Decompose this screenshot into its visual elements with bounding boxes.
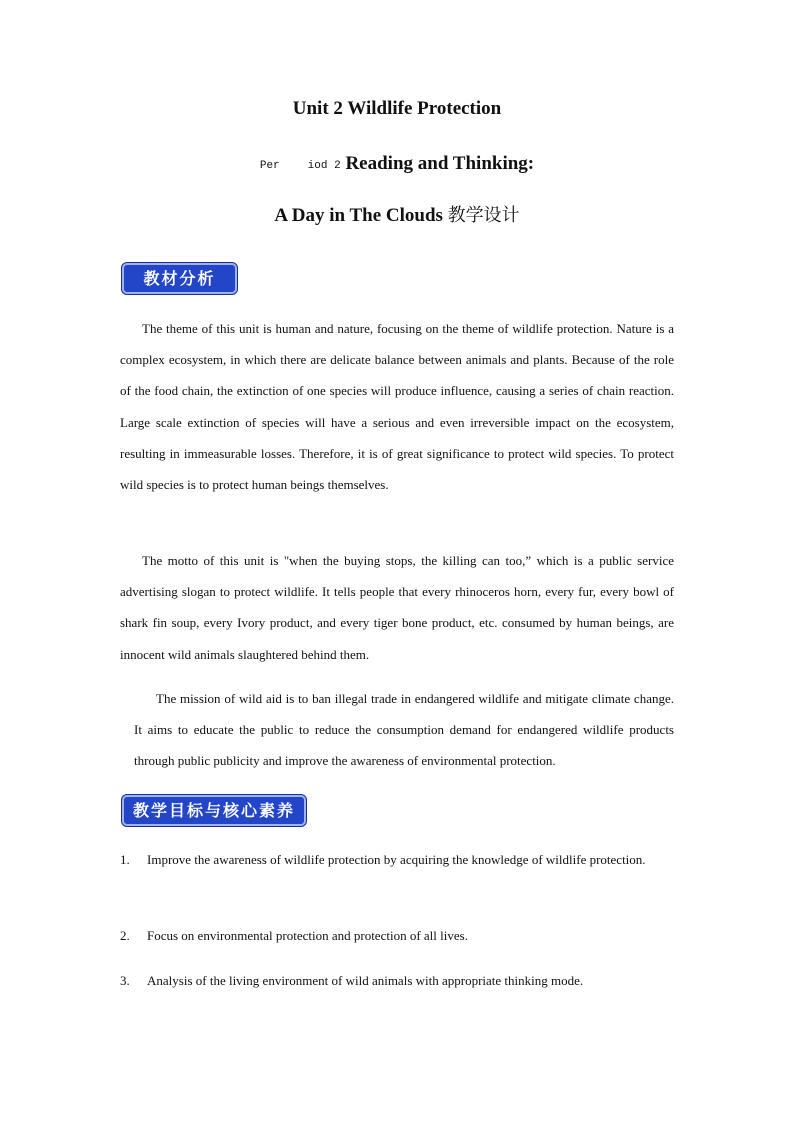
objective-item-2 [120,920,674,951]
period-prefix-b: iod 2 [307,160,341,172]
document-title: Unit 2 Wildlife Protection [292,98,502,119]
lesson-title [0,204,794,228]
analysis-paragraph-2: The motto of this unit is "when the buying stops, the killing can too,” which is a public service advertising slogan to protect wildlife. It tells people that every rhinoceros horn, every fur, every bowl of shark fin soup, every Ivory product, and every tiger bone product, etc. consumed by human beings, are innocent wild animals slaughtered behind them. [120,553,674,662]
objective-text: Improve the awareness of wildlife protection by acquiring the knowledge of wildlife protection. [147,852,646,867]
objective-number: 1. [120,852,130,867]
objective-item-1 [120,844,674,875]
lesson-title-en: A Day in The Clouds [274,205,443,226]
section-heading-objectives: 教学目标与核心素养 [122,795,306,826]
analysis-paragraph-1: The theme of this unit is human and nature, focusing on the theme of wildlife protection. Nature is a complex ecosystem, in which there are delicate balance between animals and plants. Because of the role of the food chain, the extinction of one species will produce influence, causing a series of chain reaction. Large scale extinction of species will have a serious and even irreversible impact on the ecosystem, resulting in immeasurable losses. Therefore, it is of great significance to protect wild species. To protect wild species is to protect human beings themselves. [120,321,674,493]
period-prefix-a: Per [259,160,280,172]
objective-text: Analysis of the living environment of wild animals with appropriate thinking mode. [147,973,584,988]
section-heading-material-analysis: 教材分析 [122,263,237,294]
period-main-title: Reading and Thinking: [345,153,535,174]
objective-text: Focus on environmental protection and protection of all lives. [147,928,468,943]
objective-item-3 [120,965,674,996]
period-subtitle [0,152,794,178]
objective-number: 2. [120,928,130,943]
lesson-title-cn: 教学设计 [447,205,520,226]
analysis-paragraph-3: The mission of wild aid is to ban illegal trade in endangered wildlife and mitigate climate change. It aims to educate the public to reduce the consumption demand for endangered wildlife products through public publicity and improve the awareness of environmental protection. [134,691,674,769]
objective-number: 3. [120,973,130,988]
